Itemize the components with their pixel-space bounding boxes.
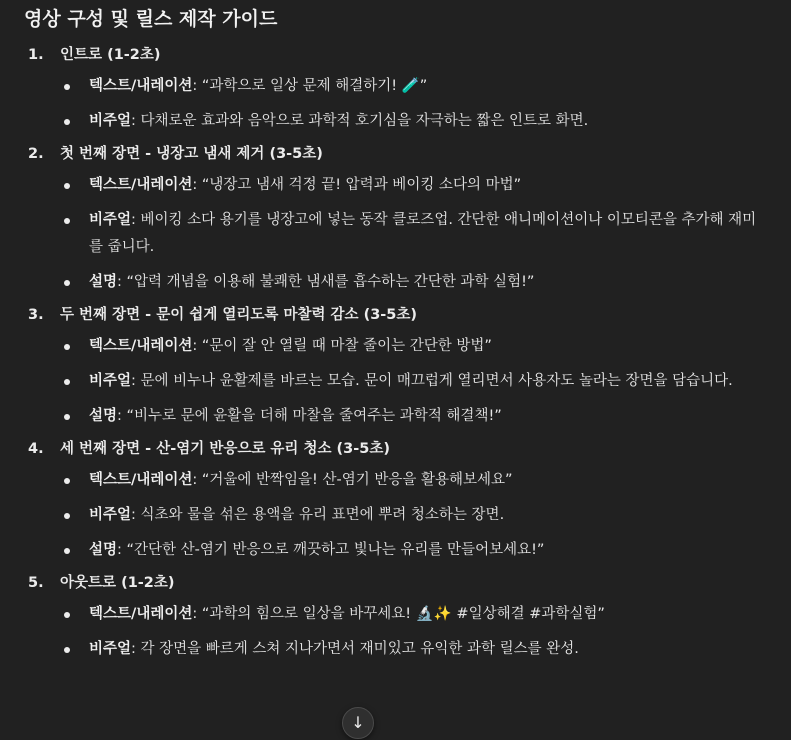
section-number: 2. <box>28 146 44 162</box>
bullet-separator: : <box>117 274 127 290</box>
section-heading-text: 두 번째 장면 - 문이 쉽게 열리도록 마찰력 감소 (3-5초) <box>60 307 418 323</box>
section-heading-text: 아웃트로 (1-2초) <box>60 575 175 591</box>
bullet-item <box>24 537 769 564</box>
bullet-text: “압력 개념을 이용해 불쾌한 냄새를 흡수하는 간단한 과학 실험!” <box>126 274 535 290</box>
bullet-item <box>24 467 769 494</box>
bullet-text: “거울에 반짝임을! 산-염기 반응을 활용해보세요” <box>201 472 513 488</box>
bullet-item <box>24 207 769 261</box>
bullet-label: 설명 <box>89 542 118 558</box>
bullet-item <box>24 73 769 100</box>
bullet-dot-icon <box>64 280 70 286</box>
bullet-item <box>24 333 769 360</box>
bullet-dot-icon <box>64 414 70 420</box>
section-number: 1. <box>28 47 44 63</box>
section-number: 5. <box>28 575 44 591</box>
bullet-dot-icon <box>64 647 70 653</box>
page-title: 영상 구성 및 릴스 제작 가이드 <box>24 8 278 30</box>
bullet-list <box>24 73 769 135</box>
bullet-label: 텍스트/내레이션 <box>89 177 193 193</box>
bullet-text: “문이 잘 안 열릴 때 마찰 줄이는 간단한 방법” <box>201 338 492 354</box>
section-heading <box>24 304 769 326</box>
bullet-list <box>24 172 769 296</box>
bullet-separator: : <box>192 472 202 488</box>
bullet-label: 텍스트/내레이션 <box>89 78 193 94</box>
bullet-label: 설명 <box>89 408 118 424</box>
bullet-dot-icon <box>64 218 70 224</box>
bullet-item <box>24 403 769 430</box>
bullet-item <box>24 269 769 296</box>
bullet-item <box>24 108 769 135</box>
bullet-separator: : <box>131 641 141 657</box>
bullet-separator: : <box>117 408 127 424</box>
bullet-text: 베이킹 소다 용기를 냉장고에 넣는 동작 클로즈업. 간단한 애니메이션이나 이모티콘을 추가해 재미를 줍니다. <box>89 212 757 255</box>
bullet-separator: : <box>131 507 141 523</box>
section-item <box>24 438 769 564</box>
bullet-item <box>24 502 769 529</box>
bullet-separator: : <box>192 338 202 354</box>
bullet-separator: : <box>131 212 141 228</box>
scroll-down-button[interactable] <box>342 707 374 739</box>
bullet-item <box>24 172 769 199</box>
section-item <box>24 572 769 663</box>
bullet-text: “과학의 힘으로 일상을 바꾸세요! 🔬✨ #일상해결 #과학실험” <box>201 606 605 622</box>
bullet-text: 각 장면을 빠르게 스쳐 지나가면서 재미있고 유익한 과학 릴스를 완성. <box>140 641 579 657</box>
section-number: 3. <box>28 307 44 323</box>
bullet-separator: : <box>131 113 141 129</box>
bullet-label: 비주얼 <box>89 113 132 129</box>
bullet-list <box>24 333 769 430</box>
section-item <box>24 44 769 135</box>
bullet-text: “간단한 산-염기 반응으로 깨끗하고 빛나는 유리를 만들어보세요!” <box>126 542 545 558</box>
bullet-label: 설명 <box>89 274 118 290</box>
bullet-text: 식초와 물을 섞은 용액을 유리 표면에 뿌려 청소하는 장면. <box>140 507 505 523</box>
section-list <box>24 44 769 663</box>
bullet-text: “비누로 문에 윤활을 더해 마찰을 줄여주는 과학적 해결책!” <box>126 408 502 424</box>
section-heading <box>24 572 769 594</box>
bullet-label: 비주얼 <box>89 641 132 657</box>
bullet-list <box>24 467 769 564</box>
bullet-dot-icon <box>64 478 70 484</box>
bullet-separator: : <box>192 606 202 622</box>
bullet-separator: : <box>131 373 141 389</box>
bullet-separator: : <box>117 542 127 558</box>
bullet-text: “과학으로 일상 문제 해결하기! 🧪” <box>201 78 428 94</box>
section-heading-text: 세 번째 장면 - 산-염기 반응으로 유리 청소 (3-5초) <box>60 441 390 457</box>
bullet-dot-icon <box>64 379 70 385</box>
bullet-list <box>24 601 769 663</box>
bullet-label: 비주얼 <box>89 507 132 523</box>
bullet-item <box>24 636 769 663</box>
section-heading-text: 인트로 (1-2초) <box>60 47 161 63</box>
bullet-text: 문에 비누나 윤활제를 바르는 모습. 문이 매끄럽게 열리면서 사용자도 놀라는 장면을 담습니다. <box>140 373 733 389</box>
bullet-label: 비주얼 <box>89 373 132 389</box>
section-heading <box>24 438 769 460</box>
section-number: 4. <box>28 441 44 457</box>
bullet-separator: : <box>192 78 202 94</box>
bullet-item <box>24 601 769 628</box>
section-heading-text: 첫 번째 장면 - 냉장고 냄새 제거 (3-5초) <box>60 146 323 162</box>
bullet-dot-icon <box>64 513 70 519</box>
bullet-dot-icon <box>64 612 70 618</box>
bullet-label: 텍스트/내레이션 <box>89 472 193 488</box>
bullet-dot-icon <box>64 183 70 189</box>
section-heading <box>24 143 769 165</box>
bullet-text: 다채로운 효과와 음악으로 과학적 호기심을 자극하는 짧은 인트로 화면. <box>140 113 589 129</box>
section-item <box>24 143 769 296</box>
bullet-dot-icon <box>64 344 70 350</box>
bullet-text: “냉장고 냄새 걱정 끝! 압력과 베이킹 소다의 마법” <box>201 177 522 193</box>
bullet-dot-icon <box>64 84 70 90</box>
bullet-label: 비주얼 <box>89 212 132 228</box>
bullet-label: 텍스트/내레이션 <box>89 606 193 622</box>
bullet-separator: : <box>192 177 202 193</box>
bullet-label: 텍스트/내레이션 <box>89 338 193 354</box>
bullet-dot-icon <box>64 119 70 125</box>
bullet-dot-icon <box>64 548 70 554</box>
arrow-down-icon: ↓ <box>351 713 365 732</box>
guide-document <box>24 0 769 663</box>
section-item <box>24 304 769 430</box>
bullet-item <box>24 368 769 395</box>
section-heading <box>24 44 769 66</box>
